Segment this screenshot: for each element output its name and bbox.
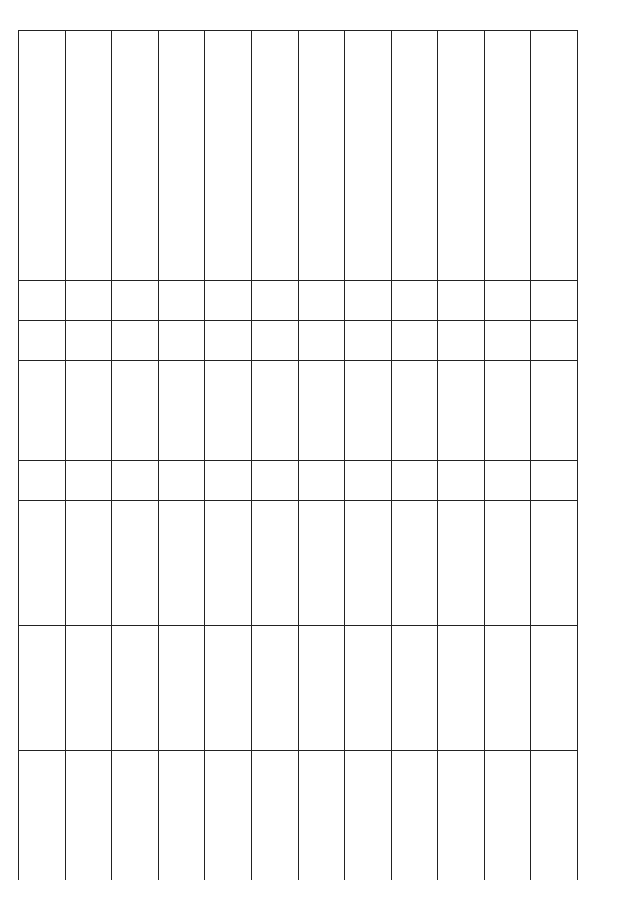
subsection-code-cell [112,321,159,361]
expense-type-cell [484,461,531,501]
target-article-cell [205,361,252,461]
target-article-cell [438,361,485,461]
table-row [484,31,531,881]
table-body [19,31,578,881]
amount-1-cell [65,501,112,626]
amount-3-cell [298,751,345,881]
amount-1-cell [531,501,578,626]
subsection-code-cell [391,321,438,361]
amount-2-cell [251,626,298,751]
table-row [19,31,66,881]
amount-3-cell [19,751,66,881]
expense-type-cell [158,461,205,501]
table-row [158,31,205,881]
target-article-cell [251,361,298,461]
amount-1-cell [484,501,531,626]
target-article-cell [345,361,392,461]
expense-type-cell [345,461,392,501]
expense-type-cell [531,461,578,501]
amount-2-cell [531,626,578,751]
amount-3-cell [158,751,205,881]
amount-2-cell [19,626,66,751]
section-code-cell [531,281,578,321]
row-name-cell [251,31,298,281]
section-code-cell [205,281,252,321]
subsection-code-cell [345,321,392,361]
subsection-code-cell [531,321,578,361]
row-name-cell [112,31,159,281]
subsection-code-cell [19,321,66,361]
target-article-cell [158,361,205,461]
table-row [345,31,392,881]
expense-type-cell [438,461,485,501]
target-article-cell [531,361,578,461]
amount-1-cell [298,501,345,626]
amount-3-cell [251,751,298,881]
amount-2-cell [205,626,252,751]
target-article-cell [484,361,531,461]
expense-type-cell [251,461,298,501]
row-name-cell [345,31,392,281]
amount-2-cell [298,626,345,751]
amount-1-cell [251,501,298,626]
subsection-code-cell [484,321,531,361]
section-code-cell [438,281,485,321]
amount-3-cell [345,751,392,881]
section-code-cell [19,281,66,321]
table-row [531,31,578,881]
expense-type-cell [19,461,66,501]
expense-type-cell [112,461,159,501]
amount-2-cell [391,626,438,751]
subsection-code-cell [251,321,298,361]
expense-type-cell [391,461,438,501]
section-code-cell [391,281,438,321]
amount-2-cell [65,626,112,751]
subsection-code-cell [158,321,205,361]
section-code-cell [251,281,298,321]
target-article-cell [112,361,159,461]
amount-2-cell [484,626,531,751]
amount-1-cell [158,501,205,626]
row-name-cell [65,31,112,281]
amount-3-cell [531,751,578,881]
row-name-cell [484,31,531,281]
amount-1-cell [19,501,66,626]
budget-table [18,30,578,880]
subsection-code-cell [438,321,485,361]
amount-3-cell [391,751,438,881]
amount-2-cell [438,626,485,751]
amount-1-cell [345,501,392,626]
section-code-cell [112,281,159,321]
amount-3-cell [438,751,485,881]
row-name-cell [205,31,252,281]
row-name-cell [158,31,205,281]
table-row [205,31,252,881]
rotated-table-container [18,30,578,880]
amount-1-cell [205,501,252,626]
table-row [65,31,112,881]
table-row [298,31,345,881]
row-name-cell [19,31,66,281]
target-article-cell [391,361,438,461]
section-code-cell [65,281,112,321]
target-article-cell [298,361,345,461]
amount-1-cell [112,501,159,626]
section-code-cell [345,281,392,321]
target-article-cell [19,361,66,461]
amount-1-cell [391,501,438,626]
table-row [251,31,298,881]
target-article-cell [65,361,112,461]
amount-3-cell [65,751,112,881]
expense-type-cell [65,461,112,501]
section-code-cell [484,281,531,321]
table-row [391,31,438,881]
table-frame [18,30,578,880]
amount-1-cell [438,501,485,626]
row-name-cell [391,31,438,281]
amount-2-cell [345,626,392,751]
row-name-cell [531,31,578,281]
table-row [438,31,485,881]
amount-2-cell [112,626,159,751]
section-code-cell [158,281,205,321]
subsection-code-cell [298,321,345,361]
amount-3-cell [484,751,531,881]
section-code-cell [298,281,345,321]
subsection-code-cell [205,321,252,361]
amount-3-cell [112,751,159,881]
amount-3-cell [205,751,252,881]
subsection-code-cell [65,321,112,361]
expense-type-cell [298,461,345,501]
amount-2-cell [158,626,205,751]
row-name-cell [298,31,345,281]
row-name-cell [438,31,485,281]
expense-type-cell [205,461,252,501]
table-row [112,31,159,881]
